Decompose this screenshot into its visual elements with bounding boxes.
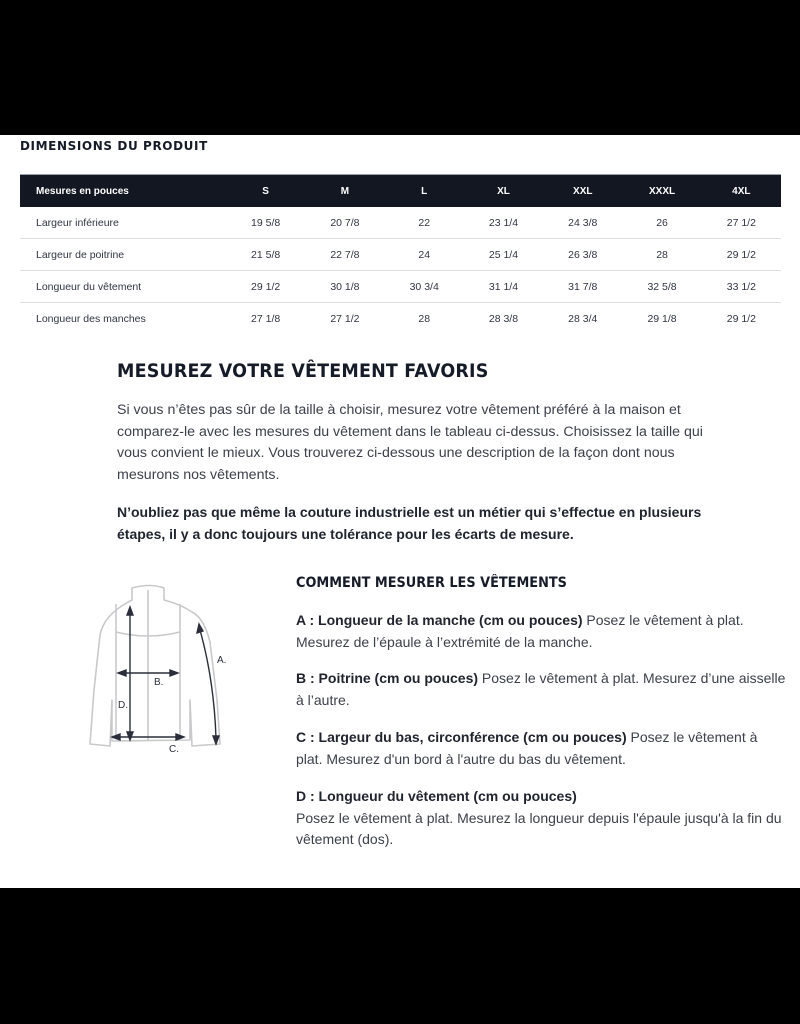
size-header: L [385,175,464,208]
table-cell: 27 1/2 [330,312,360,325]
table-cell: 28 [622,239,701,271]
table-cell: 27 1/8 [251,312,281,325]
table-cell: 30 1/8 [305,271,384,303]
table-cell: 26 3/8 [543,239,622,271]
size-table [20,174,781,334]
label-d: D. [118,700,128,711]
table-cell: 29 1/2 [702,239,781,271]
table-cell: 24 3/8 [543,207,622,239]
instruction-key: B : Poitrine (cm ou pouces) [296,670,479,686]
table-cell: 31 1/4 [464,271,543,303]
instruction-text: Posez le vêtement à plat. Mesurez d'un bord à l'autre du bas du vêtement. [296,729,758,767]
table-cell: 26 [622,207,701,239]
table-cell: 33 1/2 [702,271,781,303]
favorite-description: Si vous n’êtes pas sûr de la taille à choisir, mesurez votre vêtement préféré à la maison et comparez-le avec les mesures du vêtement dans le tableau ci-dessus. Choisissez la taille qui vous convient le mieux. Vous trouverez ci-dessous une description de la façon dont nous mesurons nos vêtements. [117,402,703,483]
table-row [20,207,781,239]
instruction-b [296,668,786,711]
instruction-key: D : Longueur du vêtement (cm ou pouces) [296,788,577,804]
table-cell: 28 3/4 [568,312,598,325]
size-header: 4XL [702,175,781,208]
size-header: S [226,175,305,208]
instruction-a [296,610,786,653]
instruction-text: Posez le vêtement à plat. Mesurez la longueur depuis l'épaule jusqu'à la fin du vêtement (dos). [296,809,782,847]
favorite-title: MESUREZ VOTRE VÊTEMENT FAVORIS [117,360,489,382]
table-cell: 21 5/8 [226,239,305,271]
how-to-title: COMMENT MESURER LES VÊTEMENTS [296,575,567,591]
jacket-diagram [80,580,280,760]
table-cell: 22 7/8 [305,239,384,271]
instruction-d [296,786,786,851]
size-table-header [20,175,781,208]
table-cell: 29 1/2 [726,312,756,325]
table-cell: 29 1/2 [226,271,305,303]
size-header: XXL [543,175,622,208]
table-cell: 32 5/8 [622,271,701,303]
label-b: B. [154,677,164,688]
table-cell: 30 3/4 [385,271,464,303]
table-cell: 19 5/8 [226,207,305,239]
row-label: Longueur des manches [36,312,146,325]
table-row [20,303,781,335]
table-cell: 28 [418,312,431,325]
row-label: Longueur du vêtement [20,271,226,303]
table-cell: 23 1/4 [464,207,543,239]
instruction-key: A : Longueur de la manche (cm ou pouces) [296,612,583,628]
table-row [20,239,781,271]
jacket-measurement-icon [80,580,280,760]
size-guide-page [0,135,800,888]
tolerance-note: N’oubliez pas que même la couture industrielle est un métier qui s’effectue en plusieurs étapes, il y a donc toujours une tolérance pour les écarts de mesure. [117,504,702,542]
instruction-text: Posez le vêtement à plat. Mesurez de l’épaule à l’extrémité de la manche. [296,612,744,650]
table-cell: 28 3/8 [488,312,519,325]
label-a: A. [217,655,227,666]
table-cell: 25 1/4 [464,239,543,271]
table-cell: 29 1/8 [647,312,677,325]
table-cell: 24 [385,239,464,271]
instruction-c [296,727,786,770]
instruction-key: C : Largeur du bas, circonférence (cm ou pouces) [296,729,627,745]
row-label: Largeur de poitrine [20,239,226,271]
label-c: C. [169,744,179,755]
instruction-text: Posez le vêtement à plat. Mesurez d’une aisselle à l’autre. [296,670,786,708]
size-header: M [305,175,384,208]
table-cell: 22 [385,207,464,239]
header-label: Mesures en pouces [20,175,226,208]
table-cell: 31 7/8 [543,271,622,303]
section-title: DIMENSIONS DU PRODUIT [20,139,208,153]
row-label: Largeur inférieure [20,207,226,239]
table-cell: 27 1/2 [702,207,781,239]
table-row [20,271,781,303]
size-header: XXXL [622,175,701,208]
size-header: XL [464,175,543,208]
table-cell: 20 7/8 [305,207,384,239]
